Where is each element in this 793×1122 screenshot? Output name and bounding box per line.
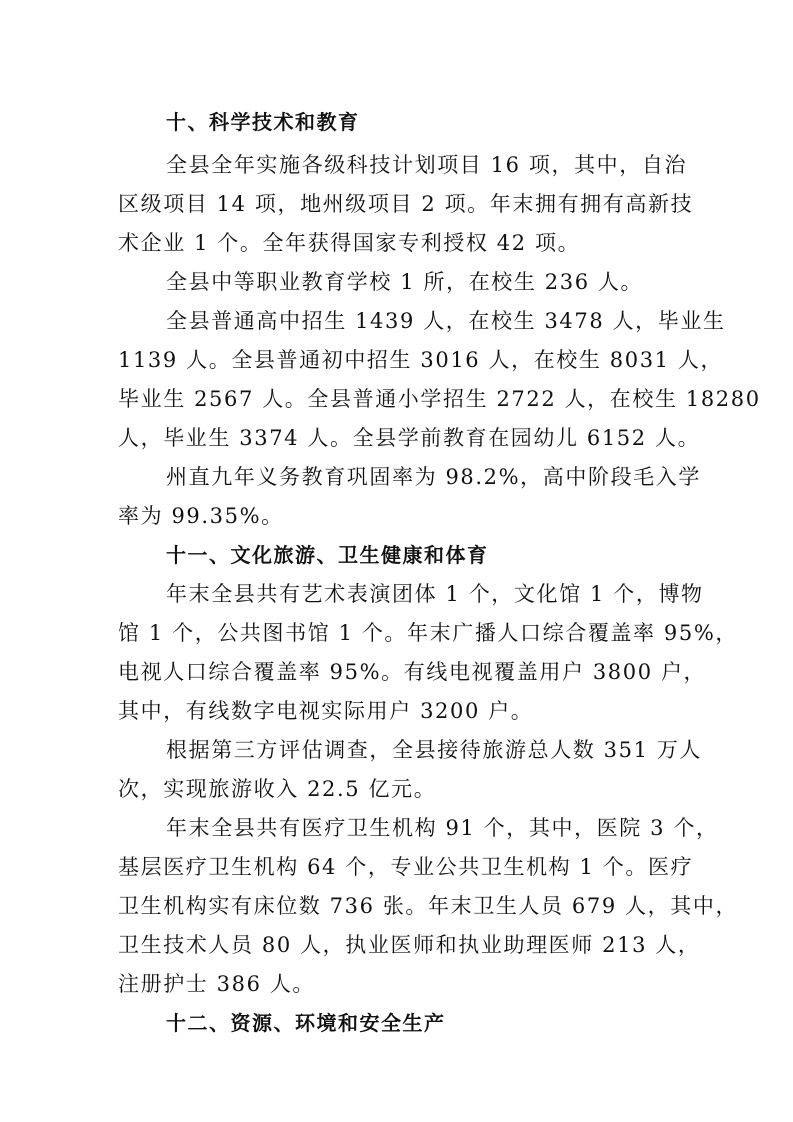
paragraph-line: 人，毕业生 3374 人。全县学前教育在园幼儿 6152 人。 [118, 426, 701, 450]
paragraph-line: 区级项目 14 项，地州级项目 2 项。年末拥有拥有高新技 [118, 192, 694, 216]
paragraph-line: 全县中等职业教育学校 1 所，在校生 236 人。 [166, 270, 644, 294]
paragraph-line: 术企业 1 个。全年获得国家专利授权 42 项。 [118, 231, 581, 255]
paragraph-line: 基层医疗卫生机构 64 个，专业公共卫生机构 1 个。医疗 [118, 855, 694, 879]
paragraph-line: 注册护士 386 人。 [118, 972, 316, 996]
paragraph-line: 全县全年实施各级科技计划项目 16 项，其中，自治 [166, 153, 688, 177]
paragraph-line: 率为 99.35%。 [118, 504, 284, 528]
paragraph-line: 毕业生 2567 人。全县普通小学招生 2722 人，在校生 18280 [118, 387, 761, 411]
section-heading: 十、科学技术和教育 [166, 110, 360, 134]
paragraph-line: 次，实现旅游收入 22.5 亿元。 [118, 777, 437, 801]
section-heading: 十二、资源、环境和安全生产 [166, 1011, 446, 1035]
paragraph-line: 全县普通高中招生 1439 人，在校生 3478 人，毕业生 [166, 309, 726, 333]
paragraph-line: 年末全县共有医疗卫生机构 91 个，其中，医院 3 个， [166, 816, 719, 840]
paragraph-line: 其中，有线数字电视实际用户 3200 户。 [118, 699, 534, 723]
section-heading: 十一、文化旅游、卫生健康和体育 [166, 543, 489, 567]
paragraph-line: 根据第三方评估调查，全县接待旅游总人数 351 万人 [166, 738, 703, 762]
paragraph-line: 电视人口综合覆盖率 95%。有线电视覆盖用户 3800 户， [118, 660, 707, 684]
paragraph-line: 州直九年义务教育巩固率为 98.2%，高中阶段毛入学 [166, 465, 701, 489]
paragraph-line: 卫生机构实有床位数 736 张。年末卫生人员 679 人，其中， [118, 894, 739, 918]
paragraph-line: 年末全县共有艺术表演团体 1 个，文化馆 1 个，博物 [166, 582, 704, 606]
paragraph-line: 1139 人。全县普通初中招生 3016 人，在校生 8031 人， [118, 348, 724, 372]
paragraph-line: 卫生技术人员 80 人，执业医师和执业助理医师 213 人， [118, 933, 701, 957]
paragraph-line: 馆 1 个，公共图书馆 1 个。年末广播人口综合覆盖率 95%， [118, 621, 738, 645]
